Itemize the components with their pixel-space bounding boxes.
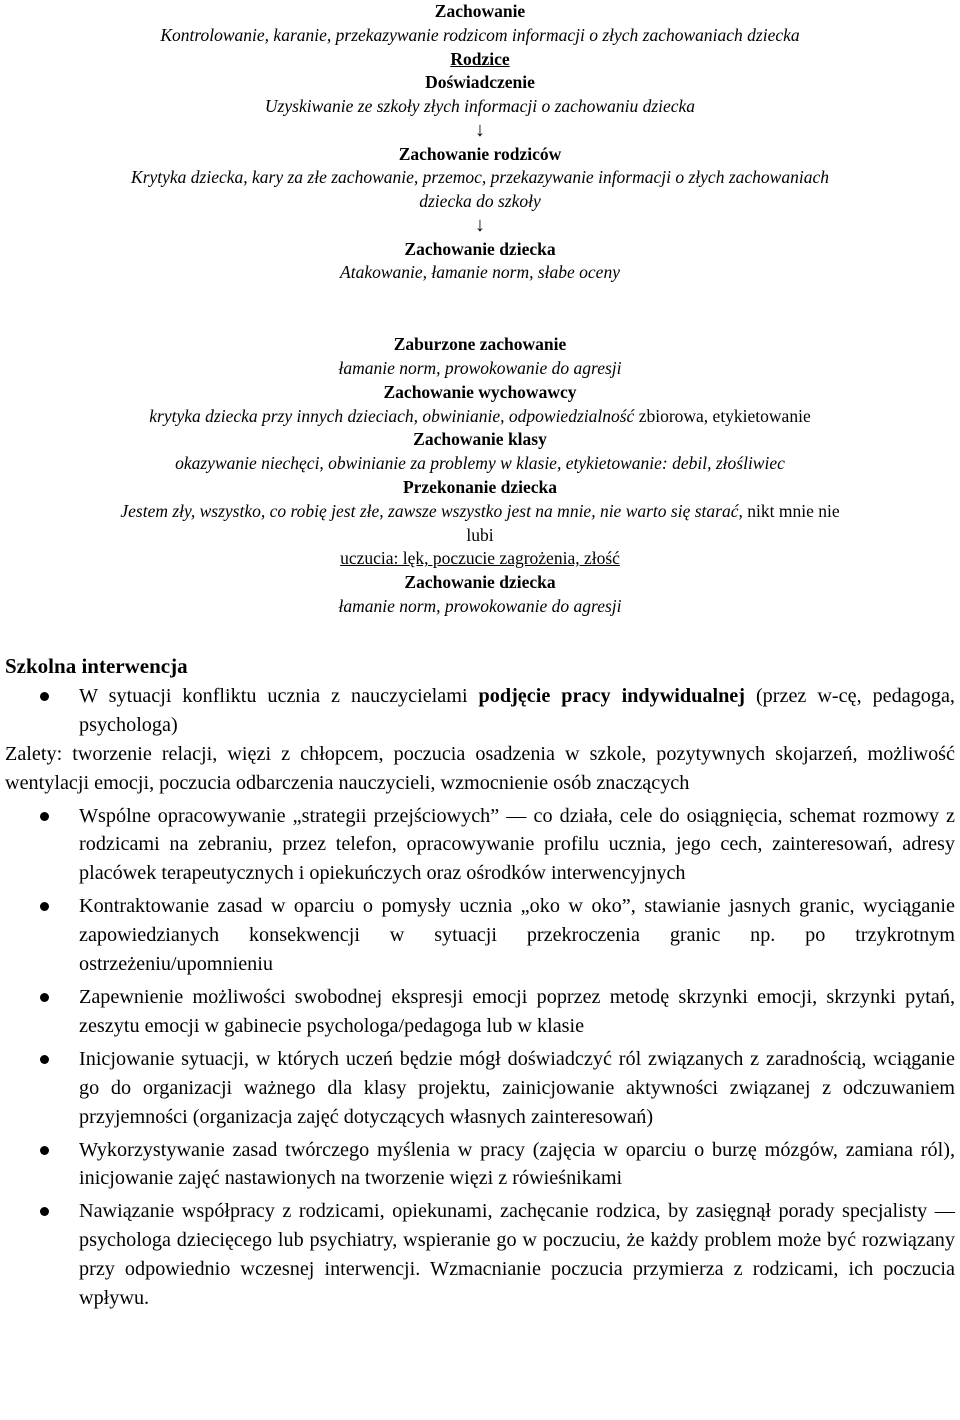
parents-title: Rodzice (450, 48, 510, 69)
item-text-bold: podjęcie pracy indywidualnej (478, 684, 745, 707)
advantages-paragraph: Zalety: tworzenie relacji, więzi z chłopcem, poczucia osadzenia w szkole, pozytywnych skojarzeń, możliwość wentylacji emocji, poczucia odbarczenia nauczycieli, wzmocnienie osób znaczących (5, 742, 955, 794)
bullet-icon (40, 993, 49, 1002)
list-item (5, 682, 955, 740)
section-heading: Szkolna interwencja (5, 654, 188, 678)
disturbed-behavior-title: Zaburzone zachowanie (393, 334, 567, 355)
child-belief-desc-normal: nikt mnie nie (742, 500, 840, 521)
child-behavior-desc: Atakowanie, łamanie norm, słabe oceny (340, 262, 620, 283)
spacer (16, 309, 944, 333)
school-intervention-section (5, 652, 955, 1313)
down-arrow-icon: ↓ (475, 213, 485, 236)
parents-behavior-title: Zachowanie rodziców (398, 143, 562, 164)
child-belief-title: Przekonanie dziecka (402, 476, 558, 497)
class-behavior-title: Zachowanie klasy (413, 429, 547, 450)
educator-behavior-desc-normal: zbiorowa, etykietowanie (634, 405, 811, 426)
child-belief-desc (16, 500, 944, 524)
child-behavior-2-title: Zachowanie dziecka (404, 572, 556, 593)
item-text: Nawiązanie współpracy z rodzicami, opiekunami, zachęcanie rodzica, by zasięgnął porady specjalisty — psychologa dziecięcego lub psychiatry, wspieranie go w poczuciu, że każdy problem może być rozwiązany przy odpowiednio wczesnej interwencji. Wzmacnianie poczucia przymierza z rodzicami, ich poczucia wpływu. (79, 1200, 955, 1310)
class-behavior-desc: okazywanie niechęci, obwinianie za problemy w klasie, etykietowanie: debil, złośliwiec (175, 453, 785, 474)
experience-desc: Uzyskiwanie ze szkoły złych informacji o zachowaniu dziecka (264, 96, 696, 117)
bullet-icon (40, 692, 49, 701)
experience-title: Doświadczenie (425, 72, 535, 93)
bullet-icon (40, 1207, 49, 1216)
bullet-icon (40, 812, 49, 821)
educator-behavior-desc-italic: krytyka dziecka przy innych dzieciach, obwinianie, odpowiedzialność (149, 405, 635, 426)
child-belief-desc-line2: lubi (466, 524, 494, 545)
intervention-list-1 (5, 682, 955, 740)
list-item (5, 1136, 955, 1194)
list-item (5, 1045, 955, 1132)
item-text: Kontraktowanie zasad w oparciu o pomysły ucznia „oko w oko”, stawianie jasnych granic, wyciąganie zapowiedzianych konsekwencji w sytuacji przekroczenia granic np. po trzykrotnym ostrzeżeniu/upomnieniu (79, 895, 955, 976)
disturbed-behavior-desc: łamanie norm, prowokowanie do agresji (338, 357, 622, 378)
parents-behavior-desc-line1: Krytyka dziecka, kary za złe zachowanie, przemoc, przekazywanie informacji o złych zachowaniach (131, 167, 829, 188)
item-text: Zapewnienie możliwości swobodnej ekspresji emocji poprzez metodę skrzynki emocji, skrzynki pytań, zeszytu emocji w gabinecie psychologa/pedagoga lub w klasie (79, 985, 955, 1037)
bullet-icon (40, 1055, 49, 1064)
bullet-icon (40, 1146, 49, 1155)
educator-behavior-title: Zachowanie wychowawcy (383, 381, 577, 402)
child-belief-desc-italic: Jestem zły, wszystko, co robię jest złe, zawsze wszystko jest na mnie, nie warto się starać, (120, 500, 743, 521)
item-text-pre: W sytuacji konfliktu ucznia z nauczycielami (79, 684, 479, 707)
teacher-behavior-desc: Kontrolowanie, karanie, przekazywanie rodzicom informacji o złych zachowaniach dziecka (160, 24, 800, 45)
down-arrow-icon: ↓ (475, 118, 485, 141)
child-feelings: uczucia: lęk, poczucie zagrożenia, złość (340, 548, 620, 569)
child-behavior-title: Zachowanie dziecka (404, 238, 556, 259)
parents-behavior-desc-line2: dziecka do szkoły (419, 191, 541, 212)
item-text-post: (przez w-cę, pedagoga, psychologa) (79, 684, 955, 736)
list-item (5, 802, 955, 889)
bullet-icon (40, 902, 49, 911)
diagram-section (0, 0, 960, 619)
list-item (5, 1197, 955, 1313)
spacer (16, 285, 944, 309)
item-text: Inicjowanie sytuacji, w których uczeń będzie mógł doświadczyć ról związanych z zaradnością, wciąganie go do organizacji ważnego dla klasy projektu, zainicjowanie aktywności związanej z odczuwaniem przyjemności (organizacja zajęć dotyczących własnych zainteresowań) (79, 1047, 955, 1128)
item-text: Wspólne opracowywanie „strategii przejściowych” — co działa, cele do osiągnięcia, schemat rozmowy z rodzicami na zebraniu, przez telefon, opracowywanie profilu ucznia, jego cech, zainteresowań, adresy placówek terapeutycznych i opiekuńczych oraz ośrodków interwencyjnych (79, 804, 955, 885)
teacher-behavior-title: Zachowanie (434, 1, 526, 21)
item-text: Wykorzystywanie zasad twórczego myślenia w pracy (zajęcia w oparciu o burzę mózgów, zamiana ról), inicjowanie zajęć nastawionych na tworzenie więzi z rówieśnikami (79, 1138, 955, 1190)
list-item (5, 892, 955, 979)
educator-behavior-desc (16, 405, 944, 429)
child-behavior-2-desc: łamanie norm, prowokowanie do agresji (338, 595, 622, 616)
list-item (5, 983, 955, 1041)
intervention-list-2 (5, 802, 955, 1313)
